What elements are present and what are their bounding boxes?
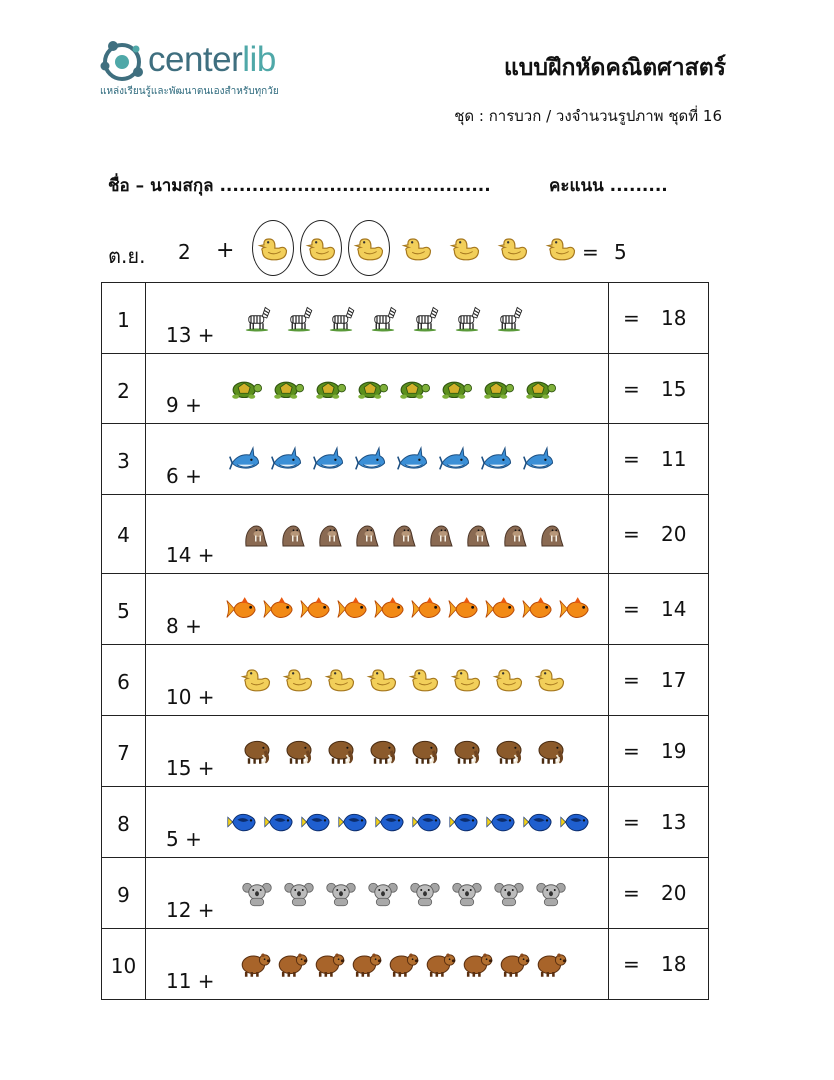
exercise-table [101,282,709,1000]
problem-cell [146,858,609,929]
problem-start-number: 13 + [166,323,215,347]
goldfish-icon[interactable] [224,589,261,629]
answer-cell [609,574,709,645]
mammoth-icon[interactable] [236,731,278,771]
answer-cell [609,787,709,858]
problem-cell [146,495,609,574]
blue-tang-fish-icon[interactable] [298,802,335,842]
answer-value: 15 [661,376,687,401]
goldfish-icon[interactable] [409,589,446,629]
problem-start-number: 6 + [166,464,202,488]
problem-start-number: 14 + [166,543,215,567]
walrus-icon[interactable] [236,514,273,554]
koala-icon[interactable] [530,873,572,913]
shark-icon[interactable] [308,439,350,479]
answer-cell [609,929,709,1000]
problem-number: 8 [117,812,130,837]
mammoth-icon[interactable] [278,731,320,771]
example-plus-sign: + [216,238,235,263]
duck-icon[interactable] [446,660,488,700]
walrus-icon[interactable] [384,514,421,554]
turtle-icon[interactable] [518,369,560,409]
zebra-icon[interactable] [404,298,446,338]
problem-row [102,495,709,574]
equals-sign: = [623,306,640,330]
turtle-icon[interactable] [392,369,434,409]
problem-cell [146,283,609,354]
equals-sign: = [623,597,640,621]
koala-icon[interactable] [446,873,488,913]
walrus-icon[interactable] [458,514,495,554]
zebra-icon[interactable] [278,298,320,338]
problem-cell [146,929,609,1000]
zebra-icon[interactable] [446,298,488,338]
answer-value: 17 [661,668,687,692]
duck-icon [250,218,298,280]
problem-icon-group [236,731,572,771]
answer-cell [609,645,709,716]
walrus-icon[interactable] [421,514,458,554]
problem-cell [146,645,609,716]
problem-icon-group [224,802,594,842]
walrus-icon[interactable] [532,514,569,554]
answer-value: 20 [661,522,687,546]
walrus-icon[interactable] [273,514,310,554]
shark-icon[interactable] [224,439,266,479]
problem-number-cell [102,929,146,1000]
duck-icon [346,218,394,280]
bear-icon[interactable] [532,944,569,984]
problem-start-number: 9 + [166,393,202,417]
shark-icon[interactable] [350,439,392,479]
problem-icon-group [236,944,569,984]
problem-row [102,574,709,645]
duck-icon [298,218,346,280]
equals-sign: = [623,376,640,401]
koala-icon[interactable] [488,873,530,913]
problem-cell [146,424,609,495]
equals-sign: = [623,447,640,471]
goldfish-icon[interactable] [520,589,557,629]
problem-start-number: 11 + [166,969,215,993]
duck-icon[interactable] [404,660,446,700]
duck-icon[interactable] [236,660,278,700]
duck-icon[interactable] [320,660,362,700]
bear-icon[interactable] [273,944,310,984]
example-answer: 5 [614,240,627,264]
problem-number-cell [102,283,146,354]
shark-icon[interactable] [392,439,434,479]
zebra-icon[interactable] [236,298,278,338]
mammoth-icon[interactable] [362,731,404,771]
mammoth-icon[interactable] [320,731,362,771]
problem-number: 7 [117,741,130,766]
blue-tang-fish-icon[interactable] [224,802,261,842]
problem-number-cell [102,495,146,574]
koala-icon[interactable] [278,873,320,913]
blue-tang-fish-icon[interactable] [483,802,520,842]
molecule-logo-icon [100,38,148,86]
duck-icon[interactable] [490,218,538,280]
problem-number: 1 [117,308,130,333]
mammoth-icon[interactable] [488,731,530,771]
problem-row [102,858,709,929]
turtle-icon[interactable] [308,369,350,409]
blue-tang-fish-icon[interactable] [520,802,557,842]
turtle-icon[interactable] [476,369,518,409]
problem-row [102,424,709,495]
problem-number: 2 [117,378,130,403]
duck-icon[interactable] [362,660,404,700]
problem-row [102,787,709,858]
goldfish-icon[interactable] [446,589,483,629]
example-row [108,218,668,282]
problem-icon-group [224,589,594,629]
goldfish-icon[interactable] [261,589,298,629]
problem-number: 10 [110,954,137,979]
answer-cell [609,716,709,787]
problem-row [102,929,709,1000]
koala-icon[interactable] [404,873,446,913]
problem-icon-group [236,514,569,554]
problem-row [102,645,709,716]
bear-icon[interactable] [384,944,421,984]
walrus-icon[interactable] [495,514,532,554]
blue-tang-fish-icon[interactable] [557,802,594,842]
problem-cell [146,574,609,645]
answer-cell [609,495,709,574]
problem-number: 9 [117,883,130,908]
shark-icon[interactable] [434,439,476,479]
turtle-icon[interactable] [350,369,392,409]
answer-value: 20 [661,881,687,905]
problem-number-cell [102,645,146,716]
zebra-icon[interactable] [362,298,404,338]
shark-icon[interactable] [266,439,308,479]
problem-row [102,716,709,787]
equals-sign: = [623,810,640,834]
answer-value: 11 [661,447,687,471]
duck-icon[interactable] [488,660,530,700]
problem-icon-group [224,369,560,409]
answer-value: 19 [661,739,687,763]
blue-tang-fish-icon[interactable] [261,802,298,842]
turtle-icon[interactable] [224,369,266,409]
goldfish-icon[interactable] [557,589,594,629]
shark-icon[interactable] [476,439,518,479]
worksheet-subtitle: ชุด : การบวก / วงจำนวนรูปภาพ ชุดที่ 16 [454,107,722,125]
shark-icon[interactable] [518,439,560,479]
problem-start-number: 10 + [166,685,215,709]
equals-sign: = [623,952,640,976]
example-icon-group [250,218,586,282]
centerlib-logo [100,36,330,100]
equals-sign: = [623,522,640,546]
bear-icon[interactable] [310,944,347,984]
bear-icon[interactable] [236,944,273,984]
worksheet-title: แบบฝึกหัดคณิตศาสตร์ [503,55,726,81]
blue-tang-fish-icon[interactable] [372,802,409,842]
problem-start-number: 15 + [166,756,215,780]
problem-icon-group [236,298,530,338]
koala-icon[interactable] [236,873,278,913]
goldfish-icon[interactable] [483,589,520,629]
mammoth-icon[interactable] [446,731,488,771]
problem-number: 5 [117,599,130,624]
walrus-icon[interactable] [310,514,347,554]
answer-value: 14 [661,597,687,621]
problem-number-cell [102,716,146,787]
logo-tagline: แหล่งเรียนรู้และพัฒนาตนเองสำหรับทุกวัย [100,86,279,97]
problem-icon-group [236,873,572,913]
bear-icon[interactable] [495,944,532,984]
equals-sign: = [623,881,640,905]
answer-value: 18 [661,306,687,330]
problem-number-cell [102,424,146,495]
duck-icon[interactable] [442,218,490,280]
goldfish-icon[interactable] [335,589,372,629]
answer-cell [609,354,709,424]
duck-icon[interactable] [538,218,586,280]
example-equals-sign: = [582,240,599,264]
koala-icon[interactable] [362,873,404,913]
blue-tang-fish-icon[interactable] [335,802,372,842]
blue-tang-fish-icon[interactable] [409,802,446,842]
problem-cell [146,716,609,787]
duck-icon[interactable] [278,660,320,700]
bear-icon[interactable] [347,944,384,984]
blue-tang-fish-icon[interactable] [446,802,483,842]
duck-icon[interactable] [394,218,442,280]
problem-row [102,354,709,424]
answer-value: 13 [661,810,687,834]
problem-number-cell [102,574,146,645]
problem-start-number: 5 + [166,827,202,851]
goldfish-icon[interactable] [372,589,409,629]
problem-start-number: 8 + [166,614,202,638]
bear-icon[interactable] [421,944,458,984]
walrus-icon[interactable] [347,514,384,554]
problem-number-cell [102,858,146,929]
zebra-icon[interactable] [320,298,362,338]
problem-icon-group [224,439,560,479]
problem-number: 3 [117,449,130,474]
problem-number-cell [102,354,146,424]
problem-row [102,283,709,354]
problem-number: 4 [117,523,130,548]
student-name-field[interactable]: ชื่อ – นามสกุล .......................................... [108,176,491,196]
problem-start-number: 12 + [166,898,215,922]
score-field[interactable]: คะแนน ......... [549,176,668,196]
mammoth-icon[interactable] [530,731,572,771]
problem-cell [146,354,609,424]
problem-cell [146,787,609,858]
mammoth-icon[interactable] [404,731,446,771]
problem-number-cell [102,787,146,858]
equals-sign: = [623,668,640,692]
problem-number: 6 [117,670,130,695]
turtle-icon[interactable] [266,369,308,409]
bear-icon[interactable] [458,944,495,984]
answer-value: 18 [661,952,687,976]
logo-wordmark: centerlib [148,40,276,79]
problem-icon-group [236,660,572,700]
turtle-icon[interactable] [434,369,476,409]
answer-cell [609,858,709,929]
duck-icon[interactable] [530,660,572,700]
goldfish-icon[interactable] [298,589,335,629]
example-label: ต.ย. [108,244,146,268]
koala-icon[interactable] [320,873,362,913]
example-start-number: 2 [178,240,191,264]
zebra-icon[interactable] [488,298,530,338]
answer-cell [609,424,709,495]
equals-sign: = [623,739,640,763]
answer-cell [609,283,709,354]
